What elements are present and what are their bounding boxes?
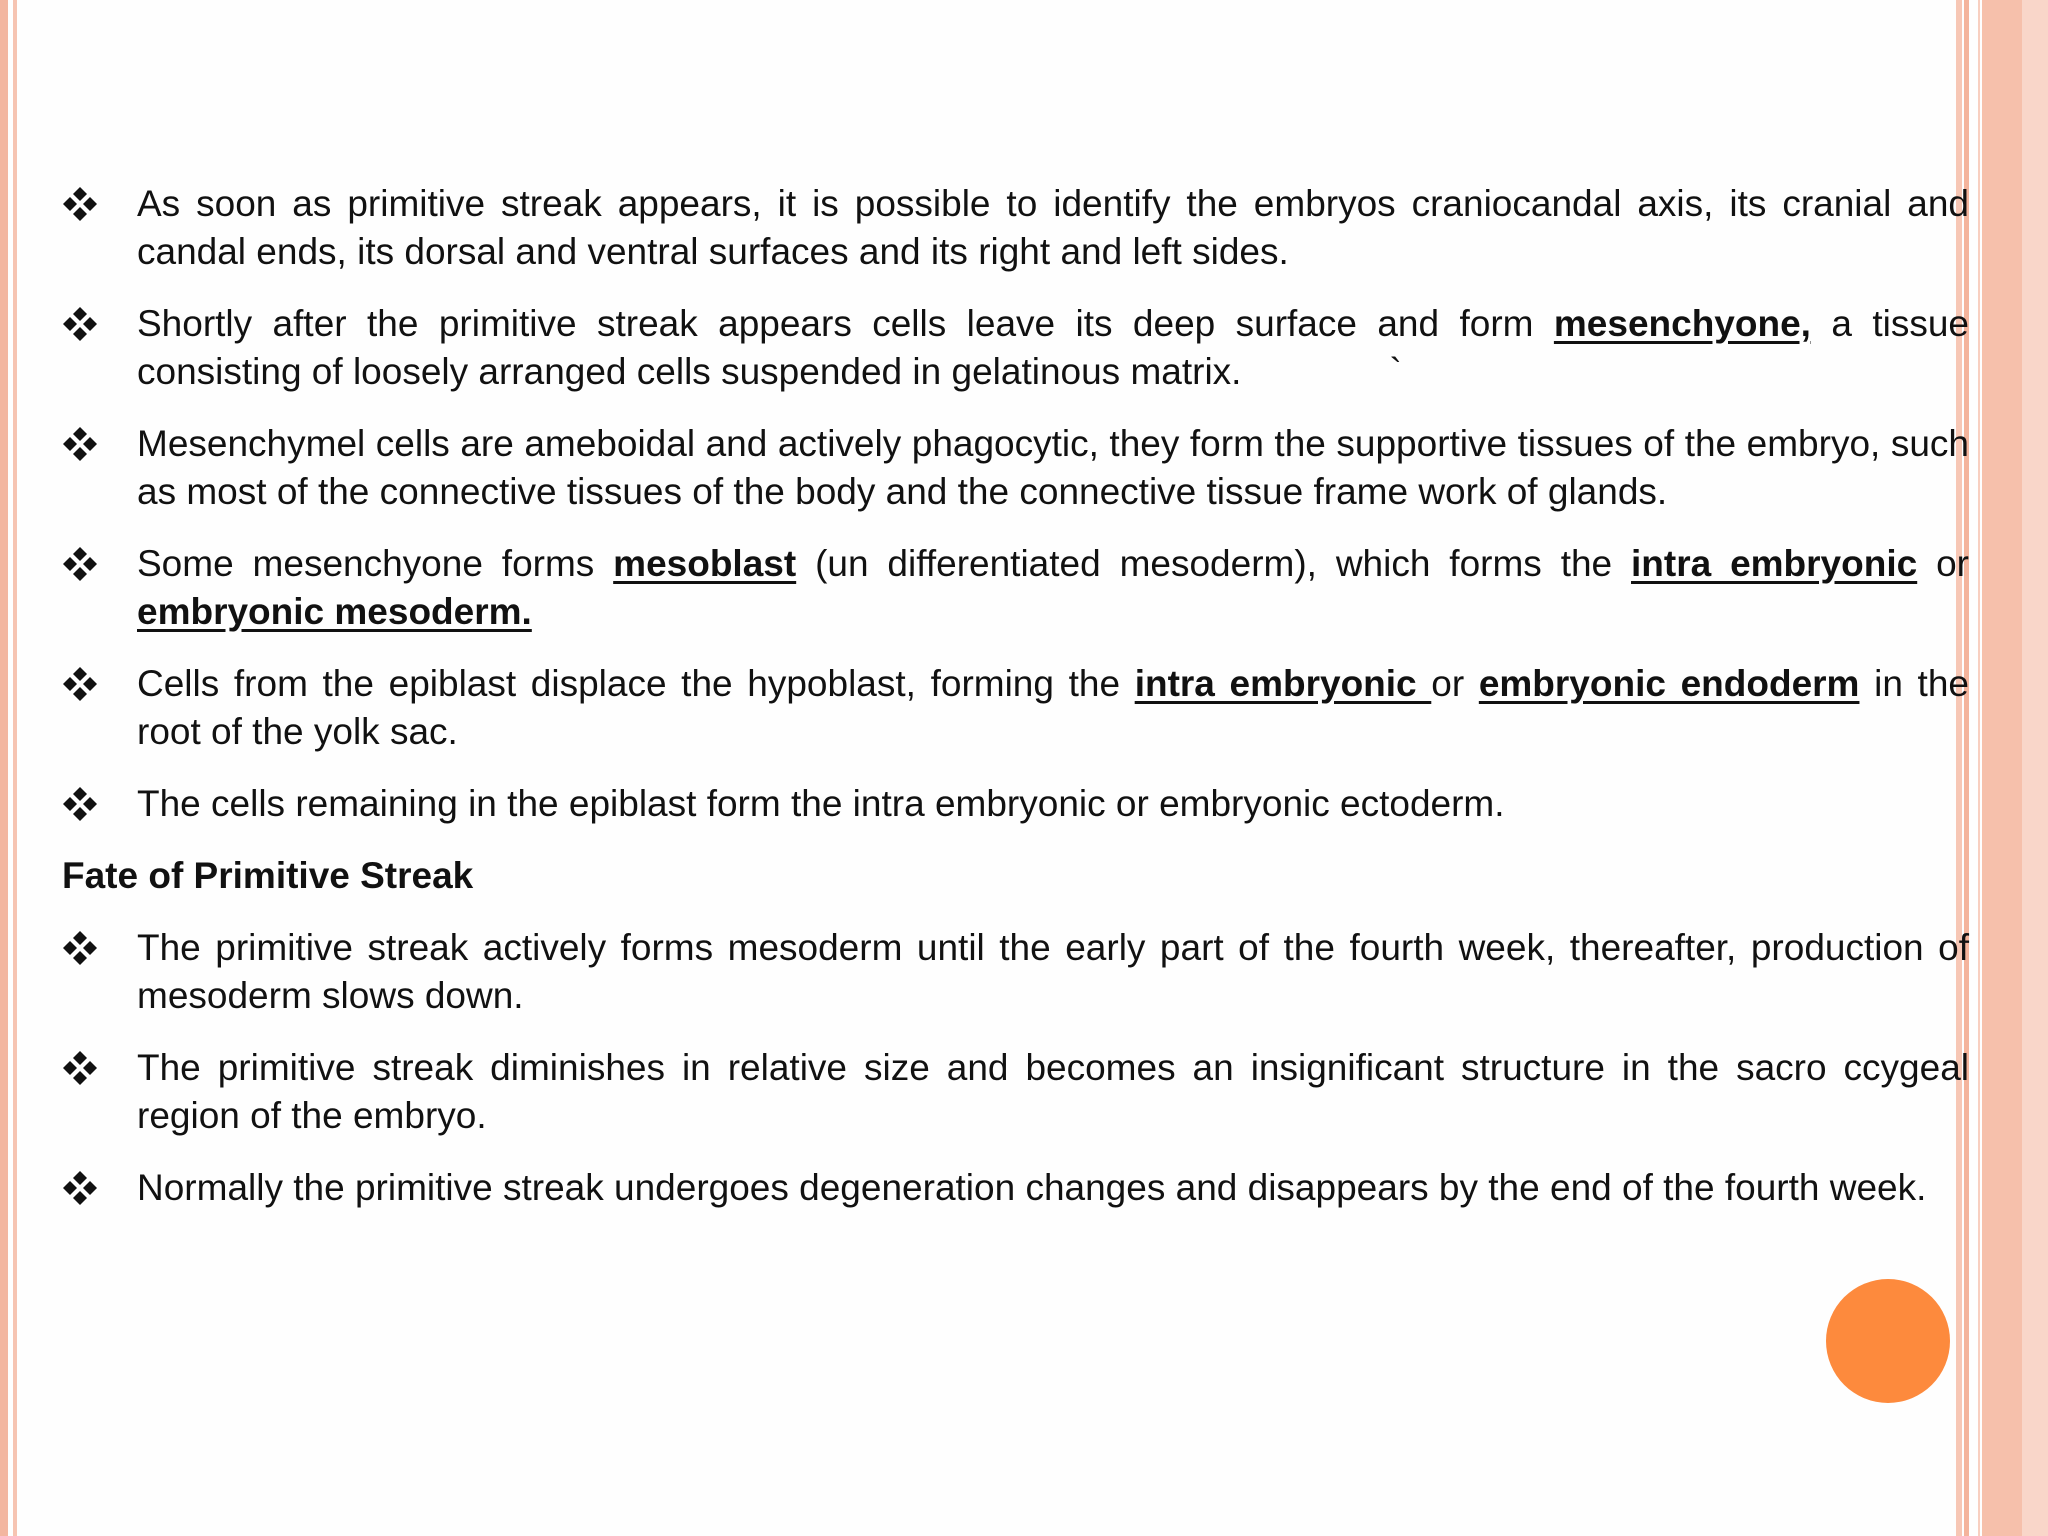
bullet-text: or (1431, 663, 1479, 704)
term-intra-embryonic: intra embryonic (1134, 663, 1432, 704)
bullet-item (0, 420, 1970, 516)
bullet-text: Shortly after the primitive streak appears cells leave its deep surface and form (137, 303, 1554, 344)
bullet-text: The cells remaining in the epiblast form the intra embryonic or embryonic ectoderm. (137, 783, 1505, 824)
bullet-item (0, 660, 1970, 756)
bullet-item (0, 540, 1970, 636)
four-diamond-bullet-icon (62, 930, 98, 966)
bullet-text: The primitive streak actively forms mesoderm until the early part of the fourth week, thereafter, production of mesoderm slows down. (137, 927, 1969, 1016)
bullet-text: in the root of the yolk sac. (137, 663, 1969, 752)
stray-mark: ` (1389, 351, 1402, 392)
term-embryonic-mesoderm: embryonic mesoderm. (137, 591, 532, 632)
bullet-text: As soon as primitive streak appears, it is possible to identify the embryos craniocandal axis, its cranial and candal ends, its dorsal and ventral surfaces and its right and left sides. (137, 183, 1969, 272)
bullet-text: The primitive streak diminishes in relative size and becomes an insignificant structure in the sacro ccygeal region of the embryo. (137, 1047, 1969, 1136)
term-mesenchyone: mesenchyone, (1553, 303, 1811, 344)
four-diamond-bullet-icon (62, 1170, 98, 1206)
four-diamond-bullet-icon (62, 546, 98, 582)
bullet-item (0, 1044, 1970, 1140)
bullet-text: Cells from the epiblast displace the hypoblast, forming the (137, 663, 1135, 704)
term-embryonic-endoderm: embryonic endoderm (1478, 663, 1860, 704)
bullet-text: (un differentiated mesoderm), which forms the (796, 543, 1632, 584)
four-diamond-bullet-icon (62, 1050, 98, 1086)
slide-content (0, 180, 1970, 1236)
four-diamond-bullet-icon (62, 306, 98, 342)
section-heading: Fate of Primitive Streak (62, 855, 474, 896)
right-border-line (1978, 0, 1980, 1536)
bullet-item (0, 180, 1970, 276)
orange-circle-decoration (1826, 1279, 1950, 1403)
bullet-item (0, 1164, 1970, 1212)
right-border-stripe (2022, 0, 2048, 1536)
bullet-text: a tissue consisting of loosely arranged cells suspended in gelatinous matrix. (137, 303, 1969, 392)
term-intra-embryonic: intra embryonic (1631, 543, 1918, 584)
bullet-text: Normally the primitive streak undergoes degeneration changes and disappears by the end of the fourth week. (137, 1167, 1927, 1208)
four-diamond-bullet-icon (62, 666, 98, 702)
four-diamond-bullet-icon (62, 426, 98, 462)
four-diamond-bullet-icon (62, 186, 98, 222)
bullet-item (0, 780, 1970, 828)
bullet-item (0, 300, 1970, 396)
term-mesoblast: mesoblast (613, 543, 797, 584)
bullet-item (0, 924, 1970, 1020)
bullet-text: Mesenchymel cells are ameboidal and actively phagocytic, they form the supportive tissues of the embryo, such as most of the connective tissues of the body and the connective tissue frame work of glands. (137, 423, 1969, 512)
bullet-text: or (1917, 543, 1969, 584)
bullet-text: Some mesenchyone forms (137, 543, 614, 584)
four-diamond-bullet-icon (62, 786, 98, 822)
right-border-stripe (1982, 0, 2022, 1536)
